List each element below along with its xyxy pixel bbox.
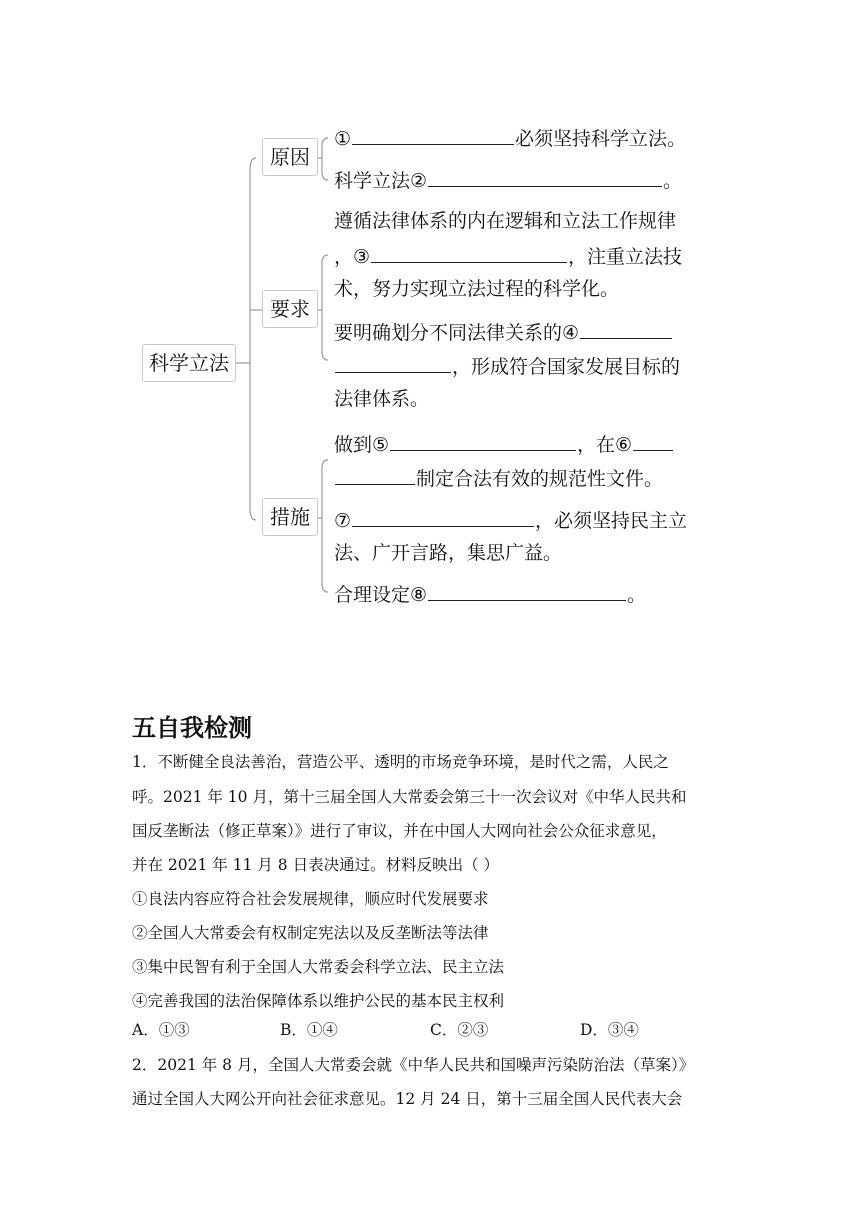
blank-3 bbox=[371, 242, 567, 263]
requirement-item-2-line-3: 法律体系。 bbox=[334, 388, 430, 410]
requirement-item-1-line-1: 遵循法律体系的内在逻辑和立法工作规律 bbox=[334, 210, 677, 232]
option-a[interactable]: A．①③ bbox=[132, 1021, 190, 1039]
measure-item-2-line-2: 法、广开言路，集思广益。 bbox=[334, 542, 563, 564]
requirement-item-1-line-2: ，③ ，注重立法技 bbox=[334, 242, 682, 270]
requirement-item-2-line-2: ，形成符合国家发展目标的 bbox=[334, 352, 680, 380]
q1-statement-3: ③集中民智有利于全国人大常委会科学立法、民主立法 bbox=[132, 958, 505, 976]
reason-item-2: 科学立法② 。 bbox=[334, 166, 682, 194]
branch-requirement: 要求 bbox=[262, 290, 318, 328]
measure-item-1-line-2: 制定合法有效的规范性文件。 bbox=[334, 464, 663, 492]
q1-line-1: 1．不断健全良法善治，营造公平、透明的市场竞争环境，是时代之需，人民之 bbox=[132, 753, 669, 771]
blank-7 bbox=[352, 506, 534, 527]
requirement-item-2-line-1: 要明确划分不同法律关系的④ bbox=[334, 318, 673, 346]
reason-item-1: ① 必须坚持科学立法。 bbox=[334, 124, 686, 152]
option-b[interactable]: B．①④ bbox=[280, 1021, 338, 1039]
section-title: 五自我检测 bbox=[132, 714, 252, 742]
q1-statement-2: ②全国人大常委会有权制定宪法以及反垄断法等法律 bbox=[132, 924, 489, 942]
blank-8 bbox=[428, 580, 626, 601]
requirement-item-1-line-3: 术，努力实现立法过程的科学化。 bbox=[334, 278, 620, 300]
branch-measure: 措施 bbox=[262, 498, 318, 536]
option-d[interactable]: D．③④ bbox=[580, 1021, 639, 1039]
measure-item-1-line-1: 做到⑤ ，在⑥ bbox=[334, 430, 674, 458]
branch-reason: 原因 bbox=[262, 138, 318, 176]
blank-1 bbox=[352, 124, 514, 145]
q1-line-3: 国反垄断法（修正草案）》进行了审议，并在中国人大网向社会公众征求意见， bbox=[132, 822, 667, 840]
measure-item-3: 合理设定⑧ 。 bbox=[334, 580, 646, 608]
blank-5 bbox=[390, 430, 576, 451]
q1-line-2: 呼。2021 年 10 月，第十三届全国人大常委会第三十一次会议对《中华人民共和 bbox=[132, 788, 687, 806]
blank-6b bbox=[335, 464, 415, 485]
option-c[interactable]: C．②③ bbox=[430, 1021, 489, 1039]
blank-2 bbox=[428, 166, 662, 187]
q1-statement-1: ①良法内容应符合社会发展规律，顺应时代发展要求 bbox=[132, 890, 489, 908]
q1-statement-4: ④完善我国的法治保障体系以维护公民的基本民主权利 bbox=[132, 992, 505, 1010]
measure-item-2-line-1: ⑦ ，必须坚持民主立 bbox=[334, 506, 687, 534]
q2-line-2: 通过全国人大网公开向社会征求意见。12 月 24 日，第十三届全国人民代表大会 bbox=[132, 1090, 683, 1108]
q2-line-1: 2．2021 年 8 月，全国人大常委会就《中华人民共和国噪声污染防治法（草案）》 bbox=[132, 1056, 695, 1074]
blank-4a bbox=[580, 318, 672, 339]
mindmap-root: 科学立法 bbox=[142, 344, 236, 382]
blank-4b bbox=[335, 352, 451, 373]
blank-6a bbox=[633, 430, 673, 451]
q1-line-4: 并在 2021 年 11 月 8 日表决通过。材料反映出（ ） bbox=[132, 856, 500, 874]
